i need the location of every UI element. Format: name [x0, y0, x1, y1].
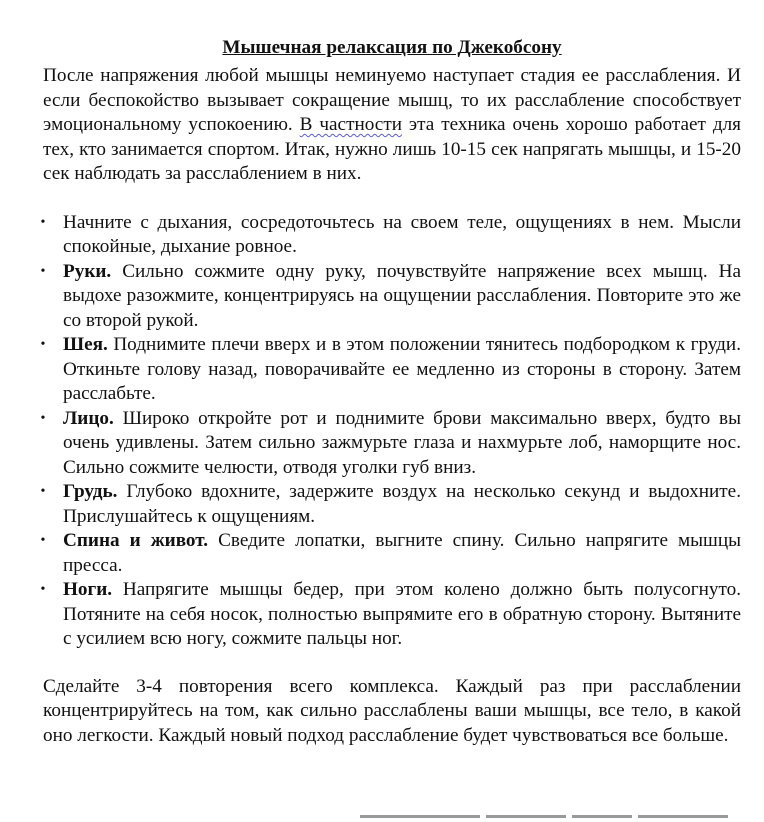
closing-paragraph: Сделайте 3-4 повторения всего комплекса. Каждый раз при расслаблении концентрируйтесь на том, как сильно расслаблены ваши мышцы, все тело, в какой оно легкости. Каждый новый подход расслабление будет чувствоваться все больше.	[43, 675, 741, 746]
document-page	[40, 36, 741, 748]
step-text: Поднимите плечи вверх и в этом положении тянитесь подбородком к груди. Откиньте голову назад, поворачивайте ее медленно из стороны в сторону. Затем расслабьте.	[63, 334, 741, 404]
step-heading: Спина и живот.	[63, 530, 209, 551]
step-heading: Лицо.	[63, 407, 114, 429]
list-item	[40, 211, 741, 260]
step-heading: Ноги.	[63, 579, 113, 600]
bullet-icon: •	[40, 484, 46, 499]
step-text: Напрягите мышцы бедер, при этом колено должно быть полусогнуто. Потяните на себя носок, полностью выпрямите его в обратную сторону. Вытяните с усилием всю ногу, сожмите пальцы ног.	[63, 579, 741, 649]
list-item	[40, 480, 741, 529]
step-heading: Шея.	[63, 334, 108, 355]
bullet-icon: •	[40, 582, 46, 597]
step-heading: Грудь.	[63, 481, 118, 502]
bullet-icon: •	[40, 337, 46, 352]
text-fragment	[638, 815, 728, 818]
text-fragment	[486, 815, 566, 818]
bullet-icon: •	[40, 533, 46, 548]
list-item	[40, 407, 741, 481]
cropped-next-line-fragment	[360, 815, 740, 818]
list-item	[40, 578, 741, 652]
list-item	[40, 333, 741, 407]
step-text: Глубоко вдохните, задержите воздух на несколько секунд и выдохните. Прислушайтесь к ощущениям.	[63, 481, 741, 527]
intro-text-start: После напряжения любой мышцы неминуемо наступает стадия ее расслабления. И если беспокойство вызывает сокращение мышц, то их расслабление способствует эмоциональному успокоению.	[43, 65, 741, 135]
list-item	[40, 260, 741, 334]
spellcheck-underlined-phrase[interactable]: В частности	[299, 114, 402, 135]
step-text: Сильно сожмите одну руку, почувствуйте напряжение всех мышц. На выдохе разожмите, концентрируясь на ощущении расслабления. Повторите это же со второй рукой.	[63, 260, 741, 331]
intro-paragraph	[43, 64, 741, 187]
step-heading: Руки.	[63, 260, 112, 282]
bullet-icon: •	[40, 263, 46, 279]
list-item	[40, 529, 741, 578]
step-text: Сведите лопатки, выгните спину. Сильно напрягите мышцы пресса.	[63, 530, 741, 576]
bullet-icon: •	[40, 214, 46, 230]
step-text: Начните с дыхания, сосредоточьтесь на своем теле, ощущениях в нем. Мысли спокойные, дыхание ровное.	[63, 211, 741, 257]
intro-text-end: эта техника очень хорошо работает для тех, кто занимается спортом. Итак, нужно лишь 10-15 сек напрягать мышцы, и 15-20 сек наблюдать за расслаблением в них.	[43, 114, 741, 184]
exercise-steps-list	[40, 211, 741, 652]
text-fragment	[572, 815, 632, 818]
bullet-icon: •	[40, 410, 46, 426]
text-fragment	[360, 815, 480, 818]
document-title: Мышечная релаксация по Джекобсону	[222, 37, 562, 58]
step-text: Широко откройте рот и поднимите брови максимально вверх, будто вы очень удивлены. Затем сильно зажмурьте глаза и нахмурьте лоб, наморщите нос. Сильно сожмите челюсти, отводя уголки губ вниз.	[63, 407, 741, 478]
